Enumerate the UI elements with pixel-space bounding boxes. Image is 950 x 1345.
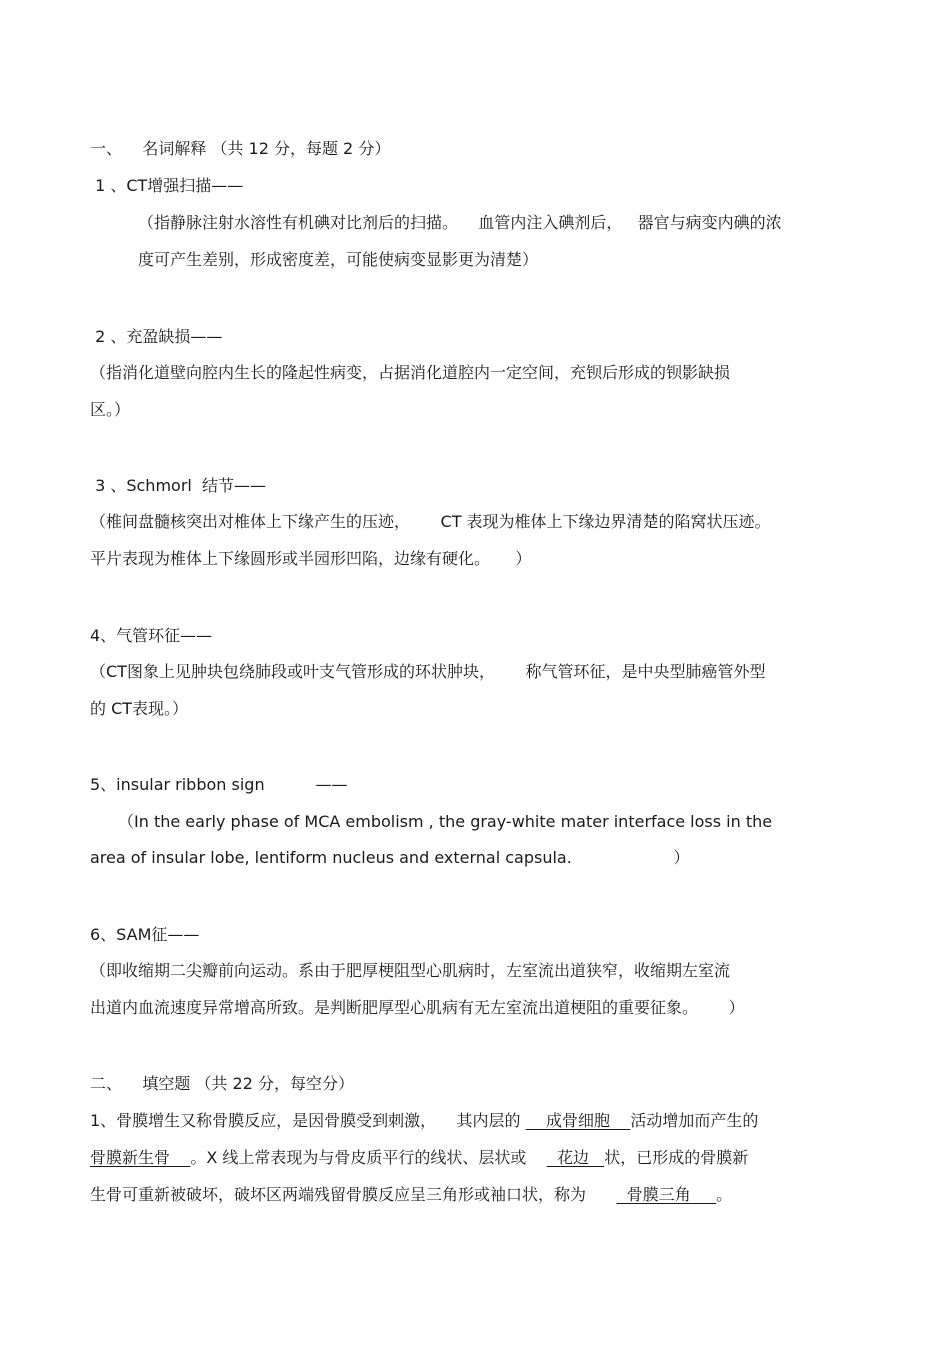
fill-q1-text: 生骨可重新被破坏，破坏区两端残留骨膜反应呈三角形或袖口状，称为 xyxy=(90,1185,617,1204)
section2-heading: 二、 填空题 （共 22 分，每空分） xyxy=(90,1074,354,1093)
term-5-line-2: area of insular lobe, lentiform nucleus and external capsula. ） xyxy=(90,848,690,867)
term-4-line-1: （CT图象上见肿块包绕肺段或叶支气管形成的环状肿块， 称气管环征，是中央型肺癌管外型 xyxy=(90,662,766,681)
fill-blank-answer: 成骨细胞 xyxy=(525,1111,631,1130)
fill-q1-line-2 xyxy=(90,1148,748,1168)
fill-q1-text: 。X 线上常表现为与骨皮质平行的线状、层状或 xyxy=(190,1148,547,1167)
term-3-line-2: 平片表现为椎体上下缘圆形或半园形凹陷，边缘有硬化。 ） xyxy=(90,549,532,568)
term-6-title: 6、SAM征—— xyxy=(90,925,200,944)
term-6-line-2: 出道内血流速度异常增高所致。是判断肥厚型心肌病有无左室流出道梗阻的重要征象。 ） xyxy=(90,998,745,1017)
term-1-line-2: 度可产生差别，形成密度差，可能使病变显影更为清楚） xyxy=(138,250,539,269)
section1-heading: 一、 名词解释 （共 12 分，每题 2 分） xyxy=(90,139,391,158)
term-4-line-2: 的 CT表现。） xyxy=(90,699,189,718)
term-1-line-1: （指静脉注射水溶性有机碘对比剂后的扫描。 血管内注入碘剂后， 器官与病变内碘的浓 xyxy=(138,213,782,232)
fill-q1-text: 。 xyxy=(716,1185,733,1204)
term-5-title: 5、insular ribbon sign —— xyxy=(90,775,348,794)
term-4-title: 4、气管环征—— xyxy=(90,626,213,645)
term-6-line-1: （即收缩期二尖瓣前向运动。系由于肥厚梗阻型心肌病时，左室流出道狭窄，收缩期左室流 xyxy=(90,961,731,980)
fill-q1-text: 1、骨膜增生又称骨膜反应，是因骨膜受到刺激， 其内层的 xyxy=(90,1111,526,1130)
fill-q1-text: 活动增加而产生的 xyxy=(630,1111,759,1130)
fill-blank-answer: 骨膜三角 xyxy=(616,1185,717,1204)
fill-blank-answer: 骨膜新生骨 xyxy=(90,1148,191,1167)
fill-q1-line-1 xyxy=(90,1111,758,1131)
term-2-line-1: （指消化道壁向腔内生长的隆起性病变，占据消化道腔内一定空间，充钡后形成的钡影缺损 xyxy=(90,363,731,382)
fill-blank-answer: 花边 xyxy=(546,1148,605,1167)
term-3-line-1: （椎间盘髓核突出对椎体上下缘产生的压迹， CT 表现为椎体上下缘边界清楚的陷窝状压迹。 xyxy=(90,512,771,531)
term-5-line-1: （In the early phase of MCA embolism , the gray-white mater interface loss in the xyxy=(118,812,773,831)
fill-q1-text: 状，已形成的骨膜新 xyxy=(604,1148,749,1167)
term-2-title: 2 、充盈缺损—— xyxy=(90,327,223,346)
fill-q1-line-3 xyxy=(90,1185,732,1205)
term-1-title: 1 、CT增强扫描—— xyxy=(90,176,244,195)
term-3-title: 3 、Schmorl 结节—— xyxy=(90,476,267,495)
term-2-line-2: 区。） xyxy=(90,400,131,419)
